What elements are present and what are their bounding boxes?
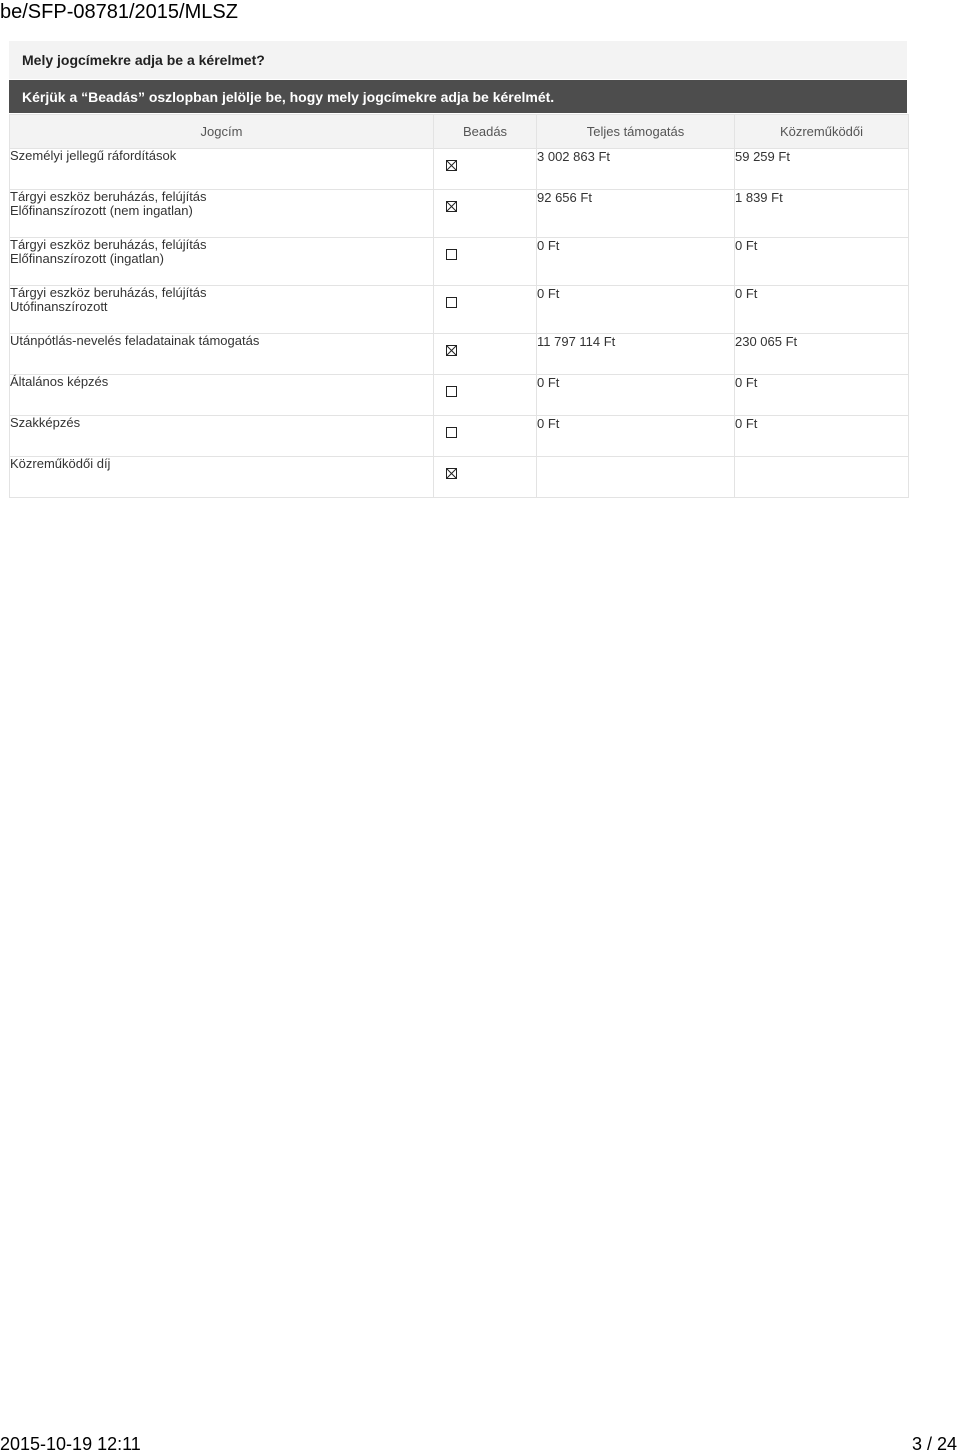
total-support: 0 Ft — [537, 286, 735, 334]
row-subtitle: Utófinanszírozott — [10, 299, 108, 314]
row-subtitle: Előfinanszírozott (nem ingatlan) — [10, 203, 193, 218]
beadas-cell — [434, 334, 537, 375]
table-row — [10, 457, 909, 498]
intermediary-fee: 1 839 Ft — [735, 190, 909, 238]
row-title: Általános képzés — [10, 375, 434, 416]
footer-page-number: 3 / 24 — [911, 1434, 957, 1454]
row-title: Szakképzés — [10, 416, 434, 457]
table-header-row — [10, 115, 909, 149]
beadas-cell — [434, 457, 537, 498]
section-question: Mely jogcímekre adja be a kérelmet? — [9, 41, 907, 79]
total-support — [537, 457, 735, 498]
table-row — [10, 238, 909, 286]
checkbox-unchecked[interactable] — [446, 386, 457, 397]
table-row — [10, 149, 909, 190]
beadas-cell — [434, 286, 537, 334]
checkbox-unchecked[interactable] — [446, 249, 457, 260]
intermediary-fee: 59 259 Ft — [735, 149, 909, 190]
row-title: Utánpótlás-nevelés feladatainak támogatás — [10, 334, 434, 375]
header-teljes-tamogatas: Teljes támogatás — [537, 115, 735, 149]
checkbox-unchecked[interactable] — [446, 427, 457, 438]
table-row — [10, 375, 909, 416]
total-support: 0 Ft — [537, 416, 735, 457]
total-support: 3 002 863 Ft — [537, 149, 735, 190]
beadas-cell — [434, 238, 537, 286]
beadas-cell — [434, 149, 537, 190]
total-support: 0 Ft — [537, 238, 735, 286]
intermediary-fee: 0 Ft — [735, 375, 909, 416]
total-support: 11 797 114 Ft — [537, 334, 735, 375]
table-row — [10, 416, 909, 457]
checkbox-checked[interactable] — [446, 345, 457, 356]
intermediary-fee: 0 Ft — [735, 286, 909, 334]
table-row — [10, 334, 909, 375]
checkbox-checked[interactable] — [446, 468, 457, 479]
checkbox-checked[interactable] — [446, 201, 457, 212]
row-title: Személyi jellegű ráfordítások — [10, 149, 434, 190]
intermediary-fee: 0 Ft — [735, 416, 909, 457]
row-title: Tárgyi eszköz beruházás, felújítás Utófinanszírozott — [10, 286, 434, 334]
total-support: 92 656 Ft — [537, 190, 735, 238]
header-beadas: Beadás — [434, 115, 537, 149]
footer-timestamp: 2015-10-19 12:11 — [0, 1434, 141, 1454]
row-subtitle: Előfinanszírozott (ingatlan) — [10, 251, 164, 266]
intermediary-fee: 0 Ft — [735, 238, 909, 286]
checkbox-checked[interactable] — [446, 160, 457, 171]
section-instruction: Kérjük a “Beadás” oszlopban jelölje be, hogy mely jogcímekre adja be kérelmét. — [9, 80, 907, 113]
beadas-cell — [434, 375, 537, 416]
jogcim-table — [9, 114, 909, 498]
checkbox-unchecked[interactable] — [446, 297, 457, 308]
intermediary-fee: 230 065 Ft — [735, 334, 909, 375]
row-title: Tárgyi eszköz beruházás, felújítás Előfinanszírozott (ingatlan) — [10, 238, 434, 286]
beadas-cell — [434, 190, 537, 238]
total-support: 0 Ft — [537, 375, 735, 416]
table-row — [10, 190, 909, 238]
header-jogcim: Jogcím — [10, 115, 434, 149]
row-title: Tárgyi eszköz beruházás, felújítás Előfinanszírozott (nem ingatlan) — [10, 190, 434, 238]
beadas-cell — [434, 416, 537, 457]
document-id: be/SFP-08781/2015/MLSZ — [0, 1, 238, 23]
header-kozremukodoi: Közreműködői — [735, 115, 909, 149]
row-title: Közreműködői díj — [10, 457, 434, 498]
intermediary-fee — [735, 457, 909, 498]
table-row — [10, 286, 909, 334]
